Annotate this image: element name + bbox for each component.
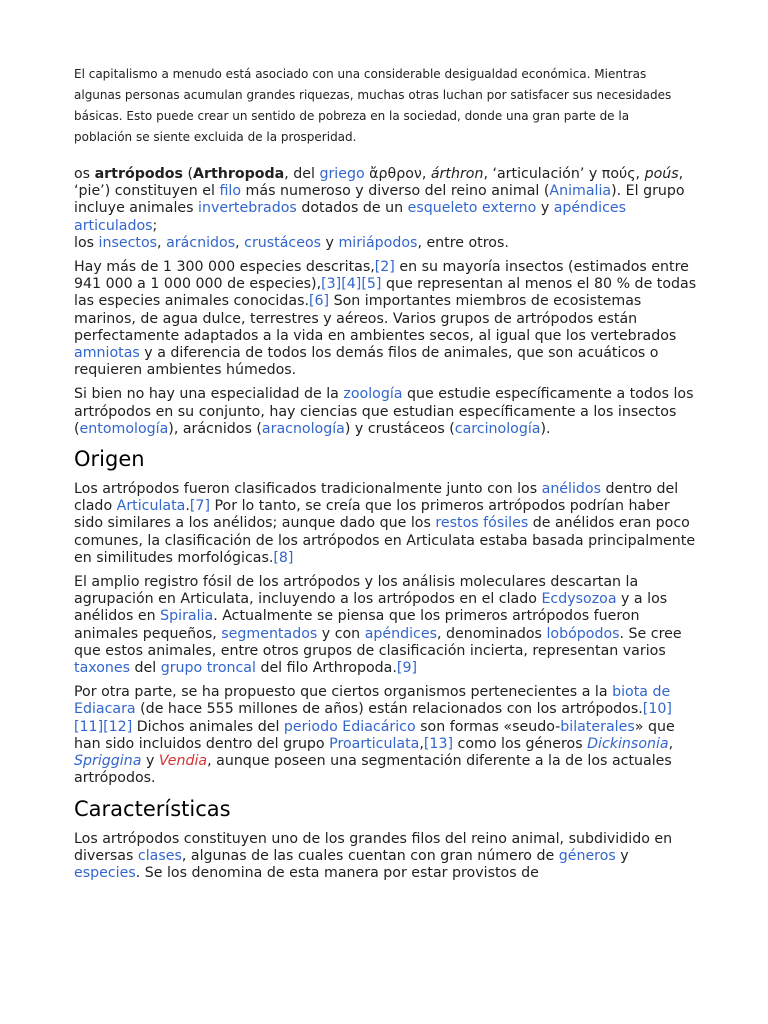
italic-term: árthron bbox=[430, 166, 484, 182]
text: son formas «seudo- bbox=[415, 718, 561, 735]
link-ecdysozoa[interactable]: Ecdysozoa bbox=[541, 591, 617, 608]
italic-term: poús bbox=[644, 166, 679, 182]
text: » que han sido incluidos dentro del grupo bbox=[74, 718, 675, 752]
link-anelidos[interactable]: anélidos bbox=[541, 481, 602, 498]
italic-term: Vendia bbox=[158, 753, 208, 770]
text: ). bbox=[540, 420, 551, 437]
origin-paragraph-1 bbox=[74, 481, 698, 567]
lead-paragraph bbox=[74, 166, 698, 252]
ref-9[interactable]: [9] bbox=[396, 660, 418, 677]
text: , bbox=[419, 735, 424, 752]
link-lobopodos[interactable]: lobópodos bbox=[546, 625, 620, 642]
link-periodo-ediacarico[interactable]: periodo Ediacárico bbox=[283, 718, 416, 735]
text: , bbox=[235, 234, 245, 251]
text: dentro del clado bbox=[74, 481, 679, 515]
link-spiralia[interactable]: Spiralia bbox=[160, 608, 214, 625]
origin-paragraph-3 bbox=[74, 684, 698, 787]
text: ἄρθρον, bbox=[364, 166, 431, 182]
text: y bbox=[536, 200, 554, 217]
text: El amplio registro fósil de los artrópodos y los análisis moleculares descartan la agrupación en Articulata, incluyendo a los artrópodos en el clado bbox=[74, 574, 639, 608]
link-filo[interactable]: filo bbox=[219, 183, 242, 200]
text: y bbox=[141, 753, 159, 770]
link-amniotas[interactable]: amniotas bbox=[74, 345, 140, 362]
link-biota-ediacara[interactable]: biota de Ediacara bbox=[74, 684, 671, 718]
text: Si bien no hay una especialidad de la bbox=[74, 386, 344, 403]
ref-2[interactable]: [2] bbox=[374, 259, 395, 276]
text: . Se cree que estos animales, entre otros grupos de clasificación incierta, representan varios bbox=[74, 625, 682, 659]
link-aracnologia[interactable]: aracnología bbox=[261, 420, 345, 437]
heading-origen: Origen bbox=[74, 447, 145, 472]
text: , ‘articulación’ y πούς, bbox=[483, 166, 645, 182]
text: , bbox=[157, 234, 167, 251]
link-apendices-articulados[interactable]: apéndices articulados bbox=[74, 200, 627, 234]
text: como los géneros bbox=[453, 735, 588, 752]
link-entomologia[interactable]: entomología bbox=[79, 420, 169, 437]
text: y con bbox=[317, 625, 365, 642]
heading-caracteristicas: Características bbox=[74, 796, 231, 821]
ref-13[interactable]: [13] bbox=[423, 735, 454, 752]
link-taxones[interactable]: taxones bbox=[74, 660, 131, 677]
text: (de hace 555 millones de años) están relacionados con los artrópodos. bbox=[135, 701, 643, 718]
link-proarticulata[interactable]: Proarticulata bbox=[329, 735, 420, 752]
text: , denominados bbox=[436, 625, 547, 642]
link-insectos[interactable]: insectos bbox=[98, 234, 158, 251]
text: , bbox=[668, 735, 674, 752]
ref-4[interactable]: [4] bbox=[341, 276, 362, 293]
text: ). El grupo incluye animales bbox=[74, 183, 685, 217]
text: y bbox=[321, 234, 339, 251]
text: . Actualmente se piensa que los primeros artrópodos fueron animales pequeños, bbox=[74, 608, 640, 642]
link-crustaceos[interactable]: crustáceos bbox=[244, 234, 322, 251]
link-spriggina[interactable] bbox=[74, 753, 141, 769]
text: que estudie específicamente a todos los artrópodos en su conjunto, hay ciencias que estudian específicamente a los insectos ( bbox=[74, 386, 694, 437]
text: Por otra parte, se ha propuesto que ciertos organismos pertenecientes a la bbox=[74, 684, 613, 701]
text: , del bbox=[284, 166, 320, 182]
ref-7[interactable]: [7] bbox=[189, 498, 210, 515]
intro-paragraph: El capitalismo a menudo está asociado con una considerable desigualdad económica. Mientras algunas personas acumulan grandes riquezas, muchas otras luchan por satisfacer sus necesidades básicas. Esto puede crear un sentido de pobreza en la sociedad, donde una gran parte de la población se siente excluida de la prosperidad. bbox=[74, 67, 672, 144]
text: ), arácnidos ( bbox=[168, 420, 262, 437]
text: del filo Arthropoda. bbox=[255, 660, 397, 677]
text: del bbox=[130, 660, 161, 677]
link-clases[interactable]: clases bbox=[137, 847, 182, 864]
ref-5[interactable]: [5] bbox=[361, 276, 382, 293]
origin-paragraph-2 bbox=[74, 574, 698, 677]
text: ; bbox=[152, 217, 158, 234]
text: Son importantes miembros de ecosistemas marinos, de agua dulce, terrestres y aéreos. Varios grupos de artrópodos están perfectamente adaptados a la vida en ambientes secos, al igual que los vertebrados bbox=[74, 293, 677, 344]
text: los bbox=[74, 234, 99, 251]
text: , entre otros. bbox=[417, 234, 509, 251]
bold-term: Arthropoda bbox=[193, 166, 285, 182]
text: . Se los denomina de esta manera por estar provistos de bbox=[135, 864, 539, 881]
text: os bbox=[74, 166, 95, 182]
text: Los artrópodos fueron clasificados tradicionalmente junto con los bbox=[74, 481, 542, 498]
text: y a diferencia de todos los demás filos de animales, que son acuáticos o requieren ambientes húmedos. bbox=[74, 345, 659, 379]
ref-11[interactable]: [11] bbox=[74, 718, 104, 735]
text: Por lo tanto, se creía que los primeros artrópodos podrían haber sido similares a los anélidos; aunque dado que los bbox=[74, 498, 670, 532]
link-articulata[interactable]: Articulata bbox=[116, 498, 186, 515]
italic-term: Dickinsonia bbox=[587, 735, 669, 752]
sciences-paragraph bbox=[74, 386, 698, 438]
link-apendices[interactable]: apéndices bbox=[364, 625, 437, 642]
bold-term: artrópodos bbox=[94, 166, 183, 182]
link-zoologia[interactable]: zoología bbox=[343, 386, 403, 403]
ref-6[interactable]: [6] bbox=[308, 293, 330, 310]
text: ( bbox=[182, 166, 193, 182]
article-body bbox=[74, 166, 698, 889]
text: más numeroso y diverso del reino animal ( bbox=[241, 183, 550, 200]
text: , ‘pie’) constituyen el bbox=[74, 166, 684, 200]
link-bilaterales[interactable]: bilaterales bbox=[560, 718, 635, 735]
text: dotados de un bbox=[296, 200, 408, 217]
link-animalia[interactable]: Animalia bbox=[549, 183, 612, 200]
link-miriapodos[interactable]: miriápodos bbox=[338, 234, 418, 251]
link-carcinologia[interactable]: carcinología bbox=[454, 420, 541, 437]
link-especies[interactable]: especies bbox=[74, 864, 136, 881]
text: en su mayoría insectos (estimados entre 941 000 a 1 000 000 de especies), bbox=[74, 259, 689, 293]
text: Dichos animales del bbox=[132, 718, 284, 735]
text: y a los anélidos en bbox=[74, 591, 668, 625]
link-dickinsonia[interactable] bbox=[587, 736, 669, 752]
italic-term: Spriggina bbox=[74, 753, 142, 770]
link-aracnidos[interactable]: arácnidos bbox=[166, 234, 236, 251]
link-grupo-troncal[interactable]: grupo troncal bbox=[160, 660, 256, 677]
text: ) y crustáceos ( bbox=[344, 420, 455, 437]
text: Los artrópodos constituyen uno de los grandes filos del reino animal, subdividido en diversas bbox=[74, 830, 673, 864]
text: Hay más de 1 300 000 especies descritas, bbox=[74, 259, 375, 276]
text: , aunque poseen una segmentación diferente a la de los actuales artrópodos. bbox=[74, 753, 672, 787]
link-generos[interactable]: géneros bbox=[558, 847, 616, 864]
ref-12[interactable]: [12] bbox=[103, 718, 133, 735]
ref-8[interactable]: [8] bbox=[273, 549, 294, 566]
link-segmentados[interactable]: segmentados bbox=[221, 625, 318, 642]
characteristics-paragraph bbox=[74, 831, 698, 883]
link-restos-fosiles[interactable]: restos fósiles bbox=[435, 515, 529, 532]
link-griego[interactable]: griego bbox=[319, 166, 365, 182]
text: que representan al menos el 80 % de todas las especies animales conocidas. bbox=[74, 276, 697, 310]
text: . bbox=[185, 498, 190, 515]
text: , algunas de las cuales cuentan con gran número de bbox=[181, 847, 559, 864]
link-esqueleto-externo[interactable]: esqueleto externo bbox=[407, 200, 537, 217]
ref-3[interactable]: [3] bbox=[321, 276, 342, 293]
species-paragraph bbox=[74, 259, 698, 379]
link-vendia[interactable] bbox=[159, 753, 207, 769]
text: de anélidos eran poco comunes, la clasificación de los artrópodos en Articulata estaba basada principalmente en similitudes morfológicas. bbox=[74, 515, 696, 566]
link-invertebrados[interactable]: invertebrados bbox=[198, 200, 297, 217]
text: y bbox=[615, 847, 629, 864]
ref-10[interactable]: [10] bbox=[642, 701, 672, 718]
